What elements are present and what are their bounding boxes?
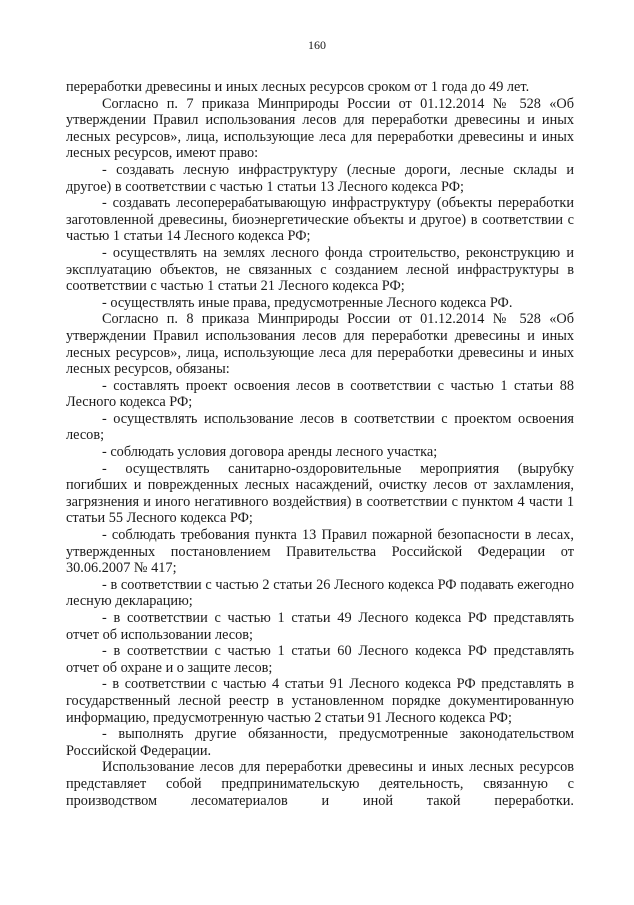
paragraph-continuation: переработки древесины и иных лесных ресурсов сроком от 1 года до 49 лет.	[66, 79, 530, 95]
page-number: 160	[308, 38, 326, 52]
list-item-duty-2: - осуществлять использование лесов в соответствии с проектом освоения лесов;	[66, 410, 574, 444]
list-item-right-4: - осуществлять иные права, предусмотренные Лесного кодекса РФ.	[102, 294, 513, 311]
list-item-duty-4: - осуществлять санитарно-оздоровительные мероприятия (вырубку погибших и поврежденных лесных насаждений, очистку лесов от захламления, загрязнения и иного негативного воздействия) в соответствии с пунктом 4 части 1 статьи 55 Лесного кодекса РФ;	[66, 460, 574, 527]
list-item-duty-7: - в соответствии с частью 1 статьи 49 Лесного кодекса РФ представлять отчет об использовании лесов;	[66, 610, 574, 643]
list-item-duty-8: - в соответствии с частью 1 статьи 60 Лесного кодекса РФ представлять отчет об охране и о защите лесов;	[66, 643, 574, 676]
list-item-right-3: - осуществлять на землях лесного фонда строительство, реконструкцию и эксплуатацию объектов, не связанных с созданием лесной инфраструктуры в соответствии с частью 1 статьи 21 Лесного кодекса РФ;	[66, 244, 574, 295]
list-item-duty-10: - выполнять другие обязанности, предусмотренные законодательством Российской Федерации.	[66, 726, 574, 759]
list-item-duty-9: - в соответствии с частью 4 статьи 91 Лесного кодекса РФ представлять в государственный лесной реестр в установленном порядке документированную информацию, предусмотренную частью 2 статьи 91 Лесного кодекса РФ;	[66, 676, 574, 726]
paragraph-order-7-rights: Согласно п. 7 приказа Минприроды России от 01.12.2014 № 528 «Об утверждении Правил использования лесов для переработки древесины и иных лесных ресурсов», лица, использующие леса для переработки древесины и иных лесных ресурсов, имеют право:	[66, 95, 574, 162]
page-body	[66, 79, 574, 809]
list-item-right-2: - создавать лесоперерабатывающую инфраструктуру (объекты переработки заготовленной древесины, биоэнергетические объекты и другое) в соответствии с частью 1 статьи 14 Лесного кодекса РФ;	[66, 195, 574, 245]
list-item-right-1: - создавать лесную инфраструктуру (лесные дороги, лесные склады и другое) в соответствии с частью 1 статьи 13 Лесного кодекса РФ;	[66, 161, 574, 195]
list-item-duty-5: - соблюдать требования пункта 13 Правил пожарной безопасности в лесах, утвержденных постановлением Правительства Российской Федерации от 30.06.2007 № 417;	[66, 527, 574, 577]
paragraph-conclusion: Использование лесов для переработки древесины и иных лесных ресурсов представляет собой предпринимательскую деятельность, связанную с производством лесоматериалов и иной такой переработки.	[66, 759, 574, 809]
paragraph-order-8-duties: Согласно п. 8 приказа Минприроды России от 01.12.2014 № 528 «Об утверждении Правил использования лесов для переработки древесины и иных лесных ресурсов», лица, использующие леса для переработки древесины и иных лесных ресурсов, обязаны:	[66, 311, 574, 378]
list-item-duty-1: - составлять проект освоения лесов в соответствии с частью 1 статьи 88 Лесного кодекса РФ;	[66, 377, 574, 411]
list-item-duty-3: - соблюдать условия договора аренды лесного участка;	[102, 444, 438, 461]
list-item-duty-6: - в соответствии с частью 2 статьи 26 Лесного кодекса РФ подавать ежегодно лесную декларацию;	[66, 576, 574, 610]
